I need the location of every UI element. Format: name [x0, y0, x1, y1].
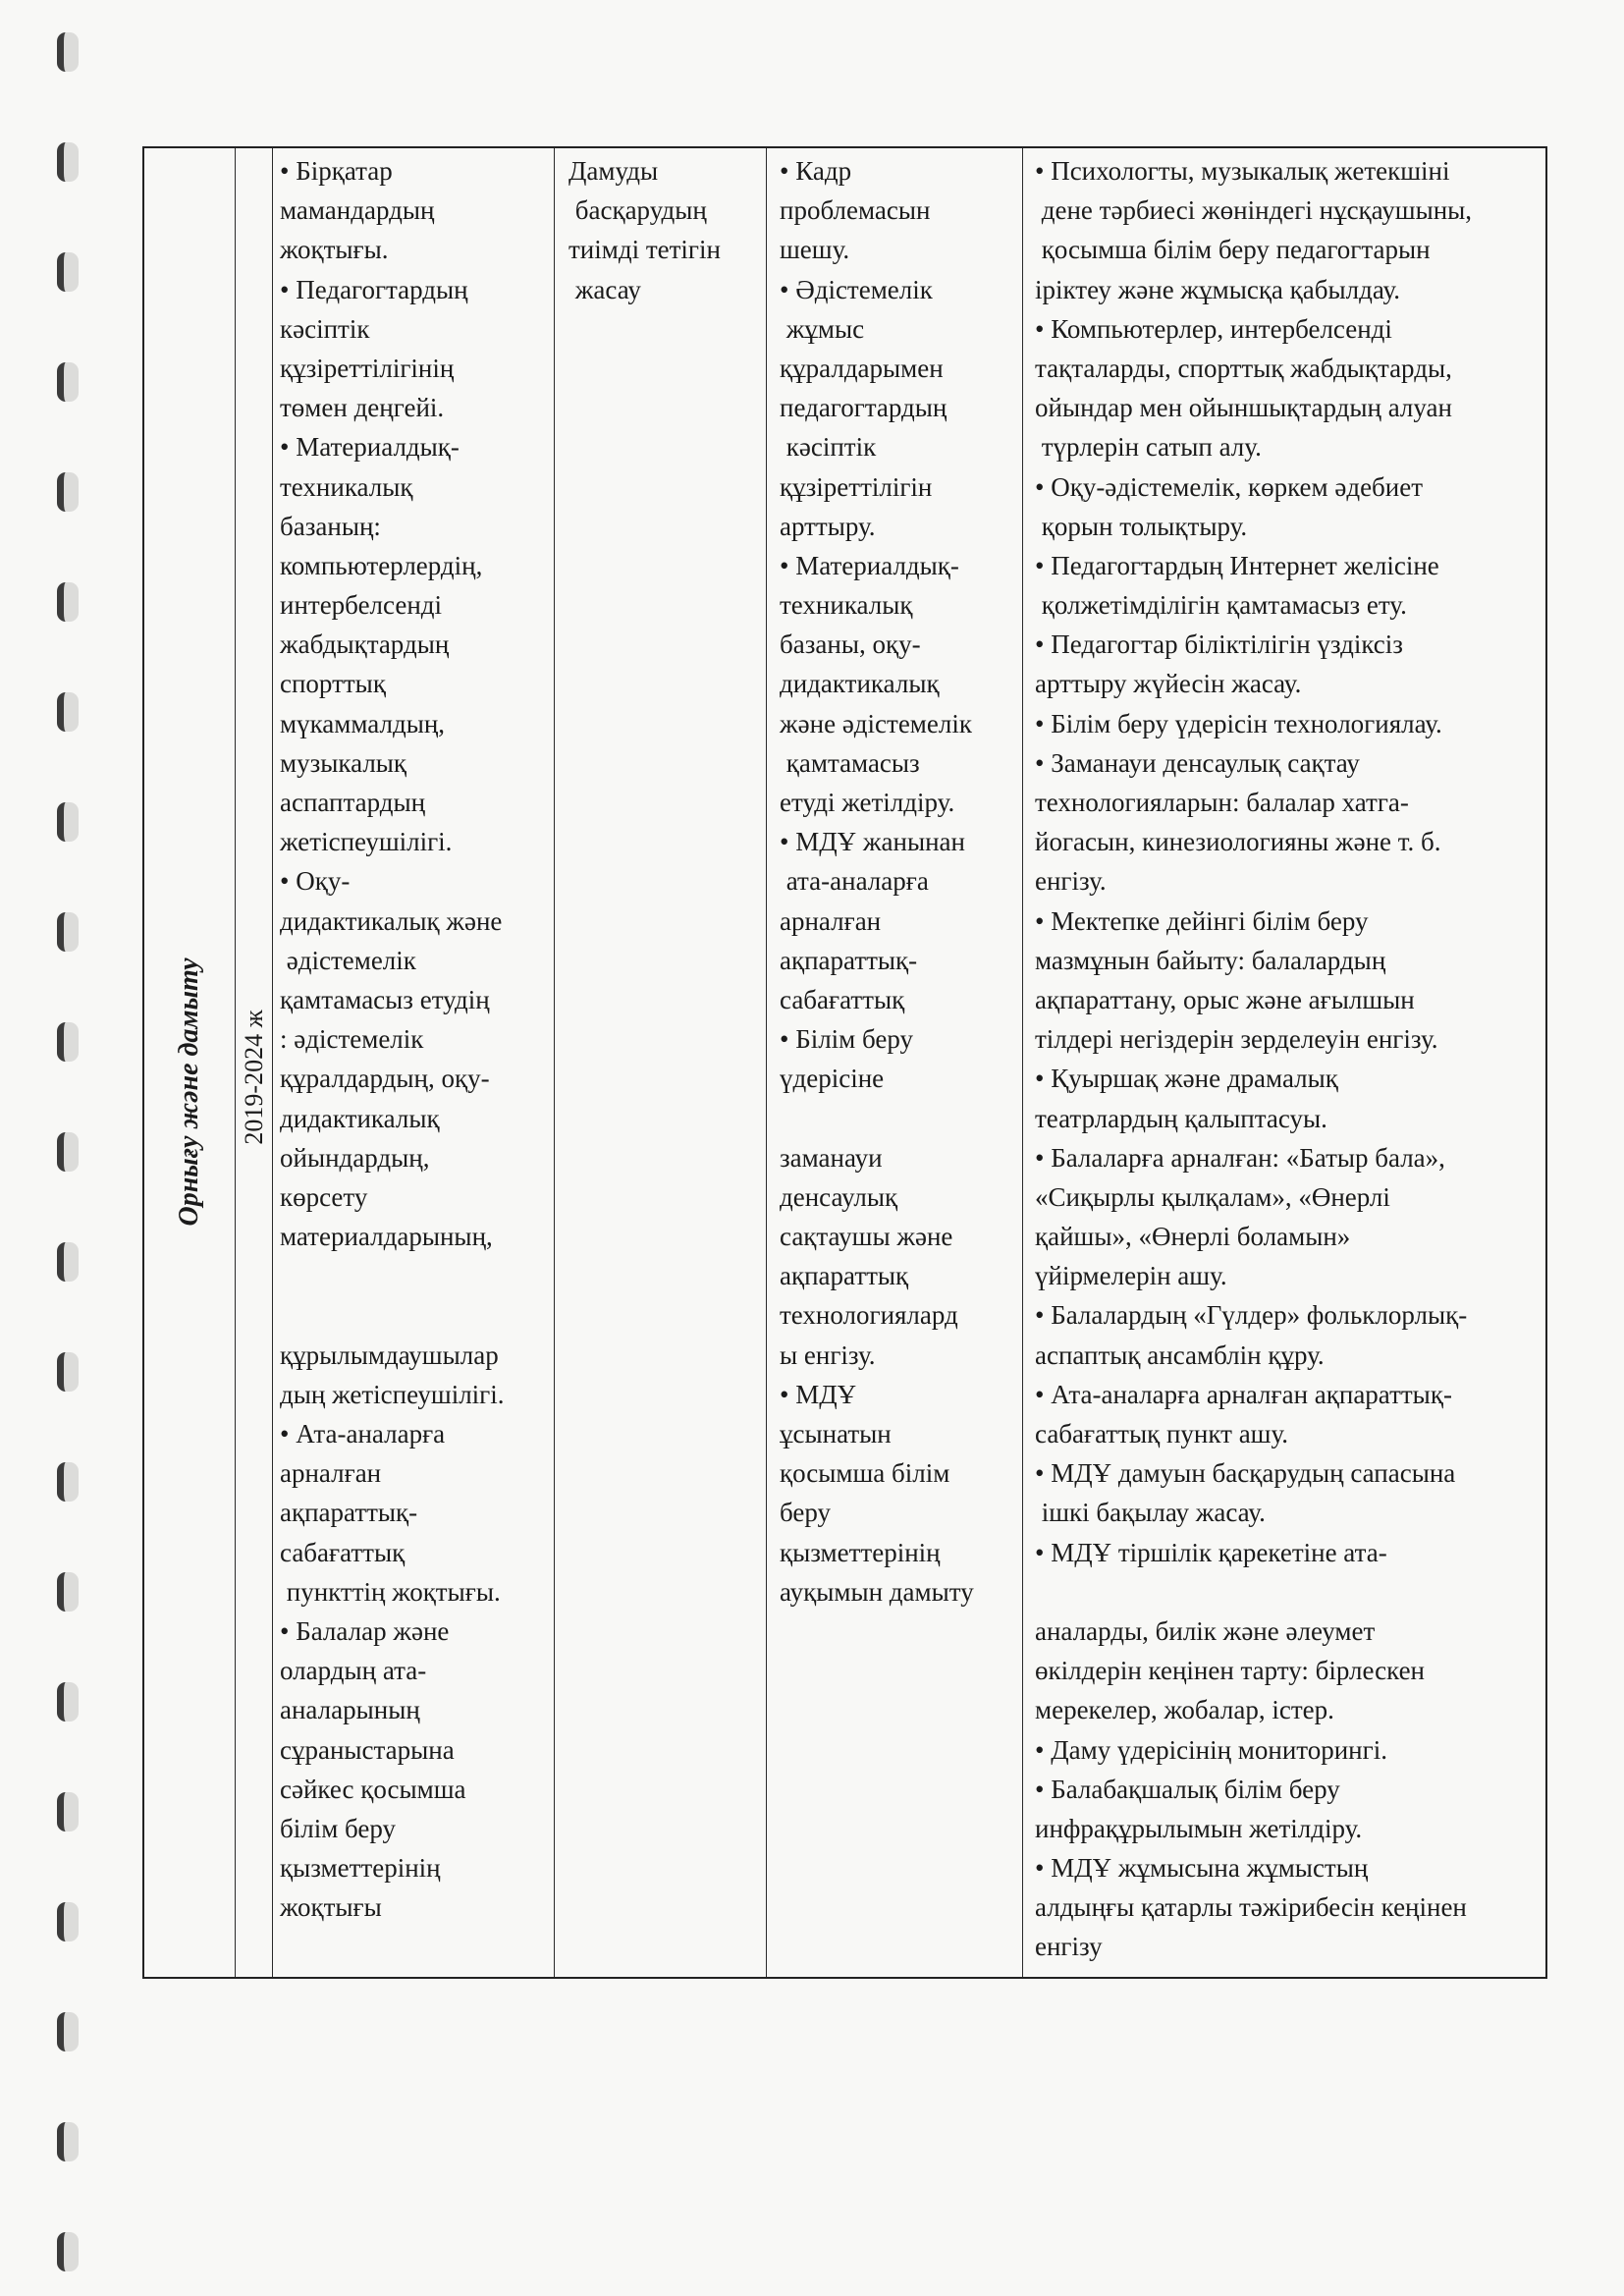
binding-hole — [57, 582, 79, 622]
binding-hole — [57, 362, 79, 402]
action-line: мазмұнын байыту: балалардың — [1035, 945, 1386, 975]
task-line: арттыру. — [780, 511, 876, 541]
action-line: • Заманауи денсаулық сақтау — [1035, 747, 1360, 778]
action-line: • Мектепке дейінгі білім беру — [1035, 905, 1369, 936]
task-line: үдерісіне — [780, 1064, 885, 1094]
task-line: беру — [780, 1498, 832, 1528]
action-line: ақпараттану, орыс және ағылшын — [1035, 984, 1415, 1014]
goal-line: басқарудың — [568, 195, 707, 226]
task-line: дидактикалық — [780, 669, 940, 699]
problem-line: төмен деңгейі. — [280, 393, 445, 423]
binding-hole — [57, 1902, 79, 1941]
goal-column — [555, 148, 767, 1977]
action-line: енгізу — [1035, 1932, 1103, 1962]
problem-line: ойындардың, — [280, 1142, 430, 1173]
problem-line: жоқтығы — [280, 1892, 382, 1923]
goal-line: Дамуды — [568, 156, 659, 186]
task-line: ауқымын дамыту — [780, 1576, 974, 1607]
problem-line: сабағаттық — [280, 1537, 406, 1567]
action-line: өкілдерін кеңінен тарту: бірлескен — [1035, 1656, 1425, 1686]
binding-hole — [57, 802, 79, 842]
task-line: ақпараттық — [780, 1261, 909, 1291]
action-line: мерекелер, жобалар, істер. — [1035, 1695, 1334, 1725]
goal-line: тиімді тетігін — [568, 235, 721, 265]
task-line: сақтаушы және — [780, 1222, 953, 1252]
action-line: қолжетімділігін қамтамасыз ету. — [1035, 590, 1407, 621]
task-line: етуді жетілдіру. — [780, 788, 955, 817]
problem-line: жоқтығы. — [280, 235, 389, 265]
problem-line: көрсету — [280, 1181, 368, 1212]
problem-line: музыкалық — [280, 747, 407, 778]
problem-line: компьютерлердің, — [280, 550, 483, 580]
task-line: ы енгізу. — [780, 1339, 876, 1370]
problem-line: • Материалдық- — [280, 432, 460, 463]
actions-column — [1023, 148, 1545, 1977]
task-line: қызметтерінің — [780, 1537, 941, 1567]
action-line: • Педагогтардың Интернет желісіне — [1035, 550, 1439, 580]
task-line: кәсіптік — [780, 432, 877, 463]
action-line: • Балаларға арналған: «Батыр бала», — [1035, 1142, 1445, 1173]
binding-hole — [57, 2232, 79, 2271]
binding-hole — [57, 1352, 79, 1392]
action-line: арттыру жүйесін жасау. — [1035, 669, 1302, 699]
task-line: денсаулық — [780, 1181, 898, 1212]
action-line: • Балалардың «Гүлдер» фольклорлық- — [1035, 1300, 1468, 1331]
problem-line: дидактикалық және — [280, 905, 503, 936]
problem-line: мүкаммалдың, — [280, 708, 446, 738]
action-line: сабағаттық пункт ашу. — [1035, 1419, 1289, 1449]
task-line: технологиялард — [780, 1300, 958, 1331]
binding-hole — [57, 472, 79, 512]
problem-line: білім беру — [280, 1813, 397, 1843]
action-line: алдыңғы қатарлы тәжірибесін кеңінен — [1035, 1892, 1467, 1923]
action-line: тілдері негіздерін зерделеуін енгізу. — [1035, 1024, 1438, 1055]
action-line: қорын толықтыру. — [1035, 511, 1248, 541]
action-line: технологияларын: балалар хатга- — [1035, 788, 1409, 817]
task-line: • МДҰ жанынан — [780, 827, 965, 857]
binding-hole — [57, 2122, 79, 2161]
binding-hole — [57, 142, 79, 182]
problem-line: сәйкес қосымша — [280, 1774, 466, 1804]
action-line: • Білім беру үдерісін технологиялау. — [1035, 708, 1442, 738]
task-line: құралдарымен — [780, 353, 944, 383]
action-line: йогасын, кинезиологияны және т. б. — [1035, 827, 1441, 857]
task-line: техникалық — [780, 590, 913, 621]
task-line: • Білім беру — [780, 1024, 914, 1055]
binding-hole — [57, 692, 79, 732]
action-line: енгізу. — [1035, 866, 1107, 897]
task-line: проблемасын — [780, 195, 931, 226]
binding-hole — [57, 1022, 79, 1062]
action-line: • Даму үдерісінің мониторингі. — [1035, 1734, 1387, 1765]
problem-line: арналған — [280, 1458, 382, 1489]
action-line: үйірмелерін ашу. — [1035, 1261, 1227, 1291]
action-line: • Қуыршақ және драмалық — [1035, 1064, 1338, 1094]
action-line: • Психологты, музыкалық жетекшіні — [1035, 156, 1450, 186]
problem-line: сұраныстарына — [280, 1734, 455, 1765]
problem-line: аналарының — [280, 1695, 420, 1725]
action-line: • МДҰ дамуын басқарудың сапасына — [1035, 1458, 1456, 1489]
action-line: ішкі бақылау жасау. — [1035, 1498, 1266, 1528]
problem-line: құзіреттілігінің — [280, 353, 455, 383]
problem-line: кәсіптік — [280, 313, 370, 344]
task-line: базаны, оқу- — [780, 629, 921, 660]
binding-hole — [57, 1682, 79, 1722]
task-line: арналған — [780, 905, 882, 936]
task-line: ақпараттық- — [780, 945, 918, 975]
task-line: шешу. — [780, 235, 850, 265]
action-line: инфрақұрылымын жетілдіру. — [1035, 1813, 1363, 1843]
goal-line: жасау — [568, 274, 641, 304]
task-line: • Кадр — [780, 156, 852, 186]
action-line: • Компьютерлер, интербелсенді — [1035, 313, 1392, 344]
problem-line: қамтамасыз етудің — [280, 984, 490, 1014]
action-line: • МДҰ жұмысына жұмыстың — [1035, 1853, 1369, 1884]
action-line: тақталарды, спорттық жабдықтарды, — [1035, 353, 1452, 383]
binding-hole — [57, 32, 79, 72]
action-line: қосымша білім беру педагогтарын — [1035, 235, 1431, 265]
problem-line: пункттің жоқтығы. — [280, 1576, 501, 1607]
problem-line: олардың ата- — [280, 1656, 427, 1686]
period-label: 2019-2024 ж — [239, 1010, 268, 1145]
action-line: аспаптық ансамблін құру. — [1035, 1339, 1325, 1370]
task-line: заманауи — [780, 1142, 883, 1173]
task-line: жұмыс — [780, 313, 865, 344]
task-line: ата-аналарға — [780, 866, 929, 897]
binding-hole — [57, 1132, 79, 1172]
binding-hole — [57, 252, 79, 292]
problem-line: аспаптардың — [280, 788, 426, 817]
development-plan-table — [142, 146, 1547, 1979]
period-column — [236, 148, 273, 1977]
problem-line: мамандардың — [280, 195, 435, 226]
action-line: аналарды, билік және әлеумет — [1035, 1615, 1376, 1646]
task-line: және әдістемелік — [780, 708, 972, 738]
problem-line: • Ата-аналарға — [280, 1419, 446, 1449]
task-line: құзіреттілігін — [780, 471, 933, 502]
problem-line: • Оқу- — [280, 866, 351, 897]
binding-hole — [57, 1242, 79, 1282]
action-line: • МДҰ тіршілік қарекетіне ата- — [1035, 1537, 1387, 1567]
binding-hole — [57, 912, 79, 952]
action-line: • Оқу-әдістемелік, көркем әдебиет — [1035, 471, 1424, 502]
problems-column — [273, 148, 555, 1977]
binding-hole — [57, 1572, 79, 1612]
problem-line: әдістемелік — [280, 945, 416, 975]
section-column — [144, 148, 236, 1977]
action-line: іріктеу және жұмысқа қабылдау. — [1035, 274, 1401, 304]
action-line: • Педагогтар біліктілігін үздіксіз — [1035, 629, 1403, 660]
problem-line: базаның: — [280, 511, 381, 541]
action-line: «Сиқырлы қылқалам», «Өнерлі — [1035, 1181, 1390, 1212]
action-line: театрлардың қалыптасуы. — [1035, 1103, 1327, 1133]
task-line: қосымша білім — [780, 1458, 950, 1489]
action-line: түрлерін сатып алу. — [1035, 432, 1262, 463]
problem-line: жетіспеушілігі. — [280, 827, 453, 857]
problem-line: техникалық — [280, 471, 413, 502]
action-line: • Ата-аналарға арналған ақпараттық- — [1035, 1379, 1452, 1409]
binding-hole — [57, 1462, 79, 1502]
task-line: ұсынатын — [780, 1419, 892, 1449]
problem-line: ақпараттық- — [280, 1498, 418, 1528]
task-line: • Әдістемелік — [780, 274, 933, 304]
task-line: педагогтардың — [780, 393, 947, 423]
problem-line: : әдістемелік — [280, 1024, 424, 1055]
action-line: дене тәрбиесі жөніндегі нұсқаушыны, — [1035, 195, 1473, 226]
binding-hole — [57, 2012, 79, 2051]
problem-line: • Балалар және — [280, 1615, 450, 1646]
problem-line: қызметтерінің — [280, 1853, 441, 1884]
task-line: • МДҰ — [780, 1379, 857, 1409]
problem-line: материалдарының, — [280, 1222, 493, 1252]
action-line: • Балабақшалық білім беру — [1035, 1774, 1340, 1804]
tasks-column — [767, 148, 1023, 1977]
problem-line: дың жетіспеушілігі. — [280, 1379, 505, 1409]
action-line: қайшы», «Өнерлі боламын» — [1035, 1222, 1351, 1252]
problem-line: құралдардың, оқу- — [280, 1064, 490, 1094]
problem-line: спорттық — [280, 669, 386, 699]
problem-line: • Педагогтардың — [280, 274, 468, 304]
problem-line: құрылымдаушылар — [280, 1339, 499, 1370]
action-line: ойындар мен ойыншықтардың алуан — [1035, 393, 1452, 423]
section-label: Орнығу және дамыту — [173, 957, 204, 1227]
problem-line: • Бірқатар — [280, 156, 393, 186]
problem-line: интербелсенді — [280, 590, 443, 621]
problem-line: дидактикалық — [280, 1103, 440, 1133]
task-line: • Материалдық- — [780, 550, 959, 580]
task-line: сабағаттық — [780, 984, 905, 1014]
binding-hole — [57, 1792, 79, 1831]
problem-line: жабдықтардың — [280, 629, 450, 660]
task-line: қамтамасыз — [780, 747, 920, 778]
